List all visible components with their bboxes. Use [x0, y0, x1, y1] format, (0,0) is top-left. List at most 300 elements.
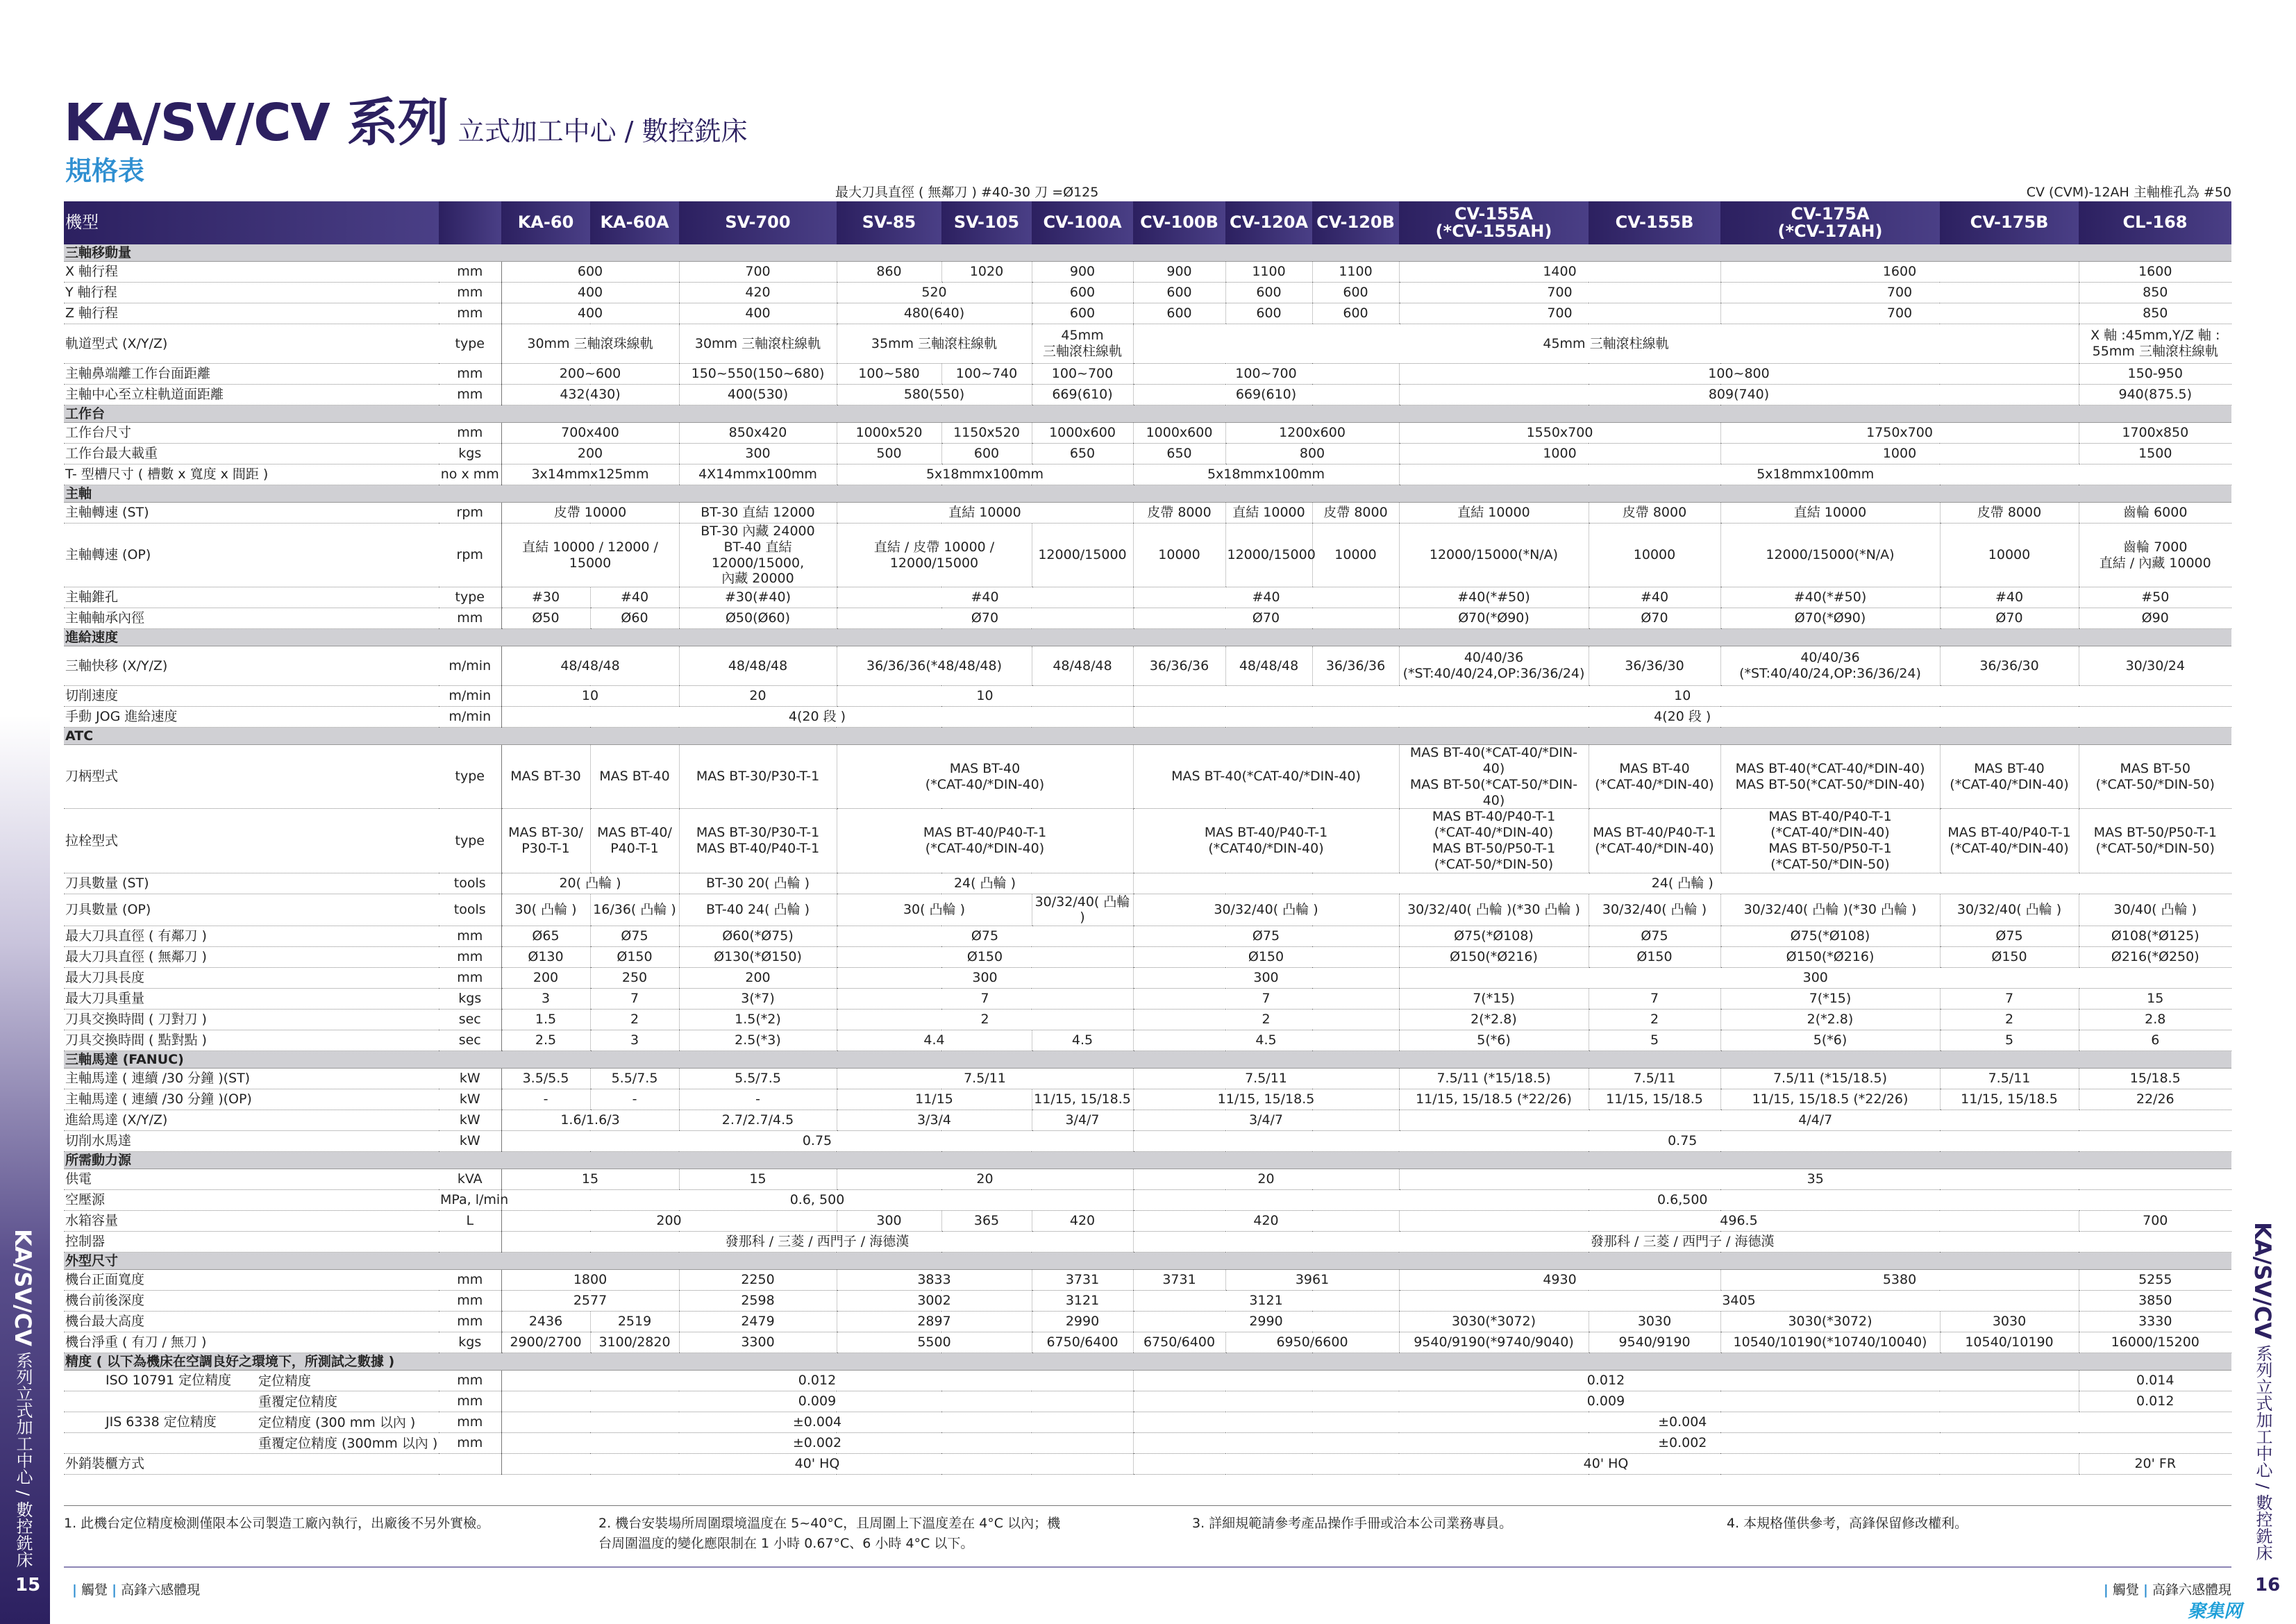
page-number-left: 15 [15, 1575, 41, 1596]
value-cell: 860 [837, 262, 941, 283]
value-cell: 7 [1589, 989, 1720, 1010]
row-label: 水箱容量 [64, 1211, 439, 1232]
unit-cell: mm [439, 968, 501, 989]
table-row [64, 968, 2231, 989]
value-cell: Ø75 [1133, 926, 1399, 947]
row-label: Y 軸行程 [64, 283, 439, 303]
value-cell: Ø150 [1589, 947, 1720, 968]
value-cell: 5.5/7.5 [679, 1069, 837, 1089]
value-cell: 5(*6) [1399, 1030, 1589, 1051]
value-cell: 7 [1940, 989, 2079, 1010]
table-row [64, 524, 2231, 587]
value-cell: 30/30/24 [2079, 646, 2231, 686]
unit-cell: m/min [439, 686, 501, 707]
value-cell: 3 [590, 1030, 679, 1051]
value-cell: 496.5 [1399, 1211, 2079, 1232]
value-cell: #50 [2079, 587, 2231, 608]
value-cell: 20 [679, 686, 837, 707]
unit-cell: mm [439, 423, 501, 444]
value-cell: 1000x520 [837, 423, 941, 444]
value-cell: 3030(*3072) [1720, 1312, 1940, 1332]
value-cell: 2 [590, 1010, 679, 1030]
footnote-3: 3. 詳細規範請參考產品操作手冊或洽本公司業務專員。 [1192, 1516, 1513, 1531]
value-cell: 650 [1032, 444, 1133, 464]
table-row [64, 364, 2231, 385]
value-cell: 1020 [941, 262, 1032, 283]
value-cell: 10000 [1133, 524, 1225, 587]
value-cell: Ø150 [590, 947, 679, 968]
value-cell: 400 [501, 303, 679, 324]
value-cell: 3/4/7 [1032, 1110, 1133, 1131]
unit-cell: mm [439, 1291, 501, 1312]
value-cell: 900 [1032, 262, 1133, 283]
value-cell: 7.5/11 [1940, 1069, 2079, 1089]
value-cell: 36/36/30 [1589, 646, 1720, 686]
value-cell: #40 [837, 587, 1133, 608]
value-cell: 7.5/11 [1589, 1069, 1720, 1089]
value-cell: 700 [679, 262, 837, 283]
sidebar-left [0, 715, 50, 1624]
value-cell: ±0.004 [501, 1412, 1133, 1433]
value-cell: 0.009 [501, 1391, 1133, 1412]
table-row [64, 1312, 2231, 1332]
row-label: 主軸轉速 (OP) [64, 524, 439, 587]
value-cell: 3405 [1399, 1291, 2079, 1312]
value-cell: 1750x700 [1720, 423, 2079, 444]
row-label: 刀具數量 (ST) [64, 873, 439, 894]
value-cell: 3330 [2079, 1312, 2231, 1332]
value-cell: 4/4/7 [1399, 1110, 2231, 1131]
value-cell: 600 [1133, 283, 1225, 303]
table-row [64, 1190, 2231, 1211]
value-cell: 30/32/40( 凸輪 ) [1032, 894, 1133, 926]
header-model: CV-100B [1133, 201, 1225, 244]
value-cell: 3100/2820 [590, 1332, 679, 1353]
table-row [64, 1371, 2231, 1391]
value-cell: 200 [501, 1211, 837, 1232]
value-cell: Ø150 [1133, 947, 1399, 968]
value-cell: #40(*#50) [1399, 587, 1589, 608]
header-model: SV-105 [941, 201, 1032, 244]
table-row [64, 1270, 2231, 1291]
value-cell: 3850 [2079, 1291, 2231, 1312]
value-cell: 直結 / 皮帶 10000 / 12000/15000 [837, 524, 1032, 587]
value-cell: Ø50 [501, 608, 590, 629]
value-cell: 1100 [1312, 262, 1399, 283]
value-cell: 300 [679, 444, 837, 464]
value-cell: 2 [1133, 1010, 1399, 1030]
value-cell: 1000 [1720, 444, 2079, 464]
value-cell: 10 [1133, 686, 2231, 707]
value-cell: MAS BT-40/P40-T-1 (*CAT-40/*DIN-40) MAS BT-50/P50-T-1 (*CAT-50/*DIN-50) [1720, 809, 1940, 873]
table-row [64, 1010, 2231, 1030]
value-cell: #40 [1133, 587, 1399, 608]
value-cell: 7(*15) [1399, 989, 1589, 1010]
unit-cell: mm [439, 1270, 501, 1291]
value-cell: 36/36/36(*48/48/48) [837, 646, 1032, 686]
value-cell: 直結 10000 [837, 503, 1133, 524]
value-cell: Ø75 [1940, 926, 2079, 947]
top-note-left: 最大刀具直徑 ( 無鄰刀 ) #40-30 刀 =Ø125 [835, 185, 1099, 200]
value-cell: 4.5 [1133, 1030, 1399, 1051]
value-cell: 5 [1940, 1030, 2079, 1051]
value-cell: 皮帶 8000 [1940, 503, 2079, 524]
value-cell: 48/48/48 [679, 646, 837, 686]
value-cell: 40' HQ [501, 1454, 1133, 1475]
value-cell: 700 [1720, 283, 2079, 303]
header-model-label: 機型 [64, 201, 439, 244]
section-row [64, 1051, 2231, 1069]
value-cell: MAS BT-30/ P30-T-1 [501, 809, 590, 873]
footnote-1: 1. 此機台定位精度檢測僅限本公司製造工廠內執行，出廠後不另外實檢。 [64, 1516, 490, 1531]
value-cell: 11/15, 15/18.5 [1032, 1089, 1133, 1110]
value-cell: MAS BT-40 (*CAT-40/*DIN-40) [1940, 745, 2079, 809]
unit-cell [439, 1454, 501, 1475]
value-cell: 40/40/36 (*ST:40/40/24,OP:36/36/24) [1720, 646, 1940, 686]
value-cell: 36/36/36 [1133, 646, 1225, 686]
table-row [64, 303, 2231, 324]
value-cell: #30 [501, 587, 590, 608]
section-row [64, 728, 2231, 745]
unit-cell: kgs [439, 989, 501, 1010]
header-model: CL-168 [2079, 201, 2231, 244]
value-cell: 2897 [837, 1312, 1032, 1332]
row-label: 機台最大高度 [64, 1312, 439, 1332]
table-header [64, 201, 2231, 244]
value-cell: 2 [1589, 1010, 1720, 1030]
unit-cell: mm [439, 947, 501, 968]
unit-cell: L [439, 1211, 501, 1232]
value-cell: 3731 [1133, 1270, 1225, 1291]
page-number-right: 16 [2255, 1575, 2281, 1596]
value-cell: 2436 [501, 1312, 590, 1332]
row-label: 拉栓型式 [64, 809, 439, 873]
unit-cell: kVA [439, 1169, 501, 1190]
row-label: 主軸鼻端離工作台面距離 [64, 364, 439, 385]
value-cell: 3731 [1032, 1270, 1133, 1291]
value-cell: 3030(*3072) [1399, 1312, 1589, 1332]
value-cell: 3 [501, 989, 590, 1010]
row-label: 最大刀具長度 [64, 968, 439, 989]
series-subtitle: 立式加工中心 / 數控銑床 [458, 116, 748, 147]
table-row [64, 587, 2231, 608]
value-cell: 100~580 [837, 364, 941, 385]
precision-standard [64, 1391, 439, 1412]
row-label: 控制器 [64, 1232, 439, 1253]
section-row [64, 1353, 2231, 1371]
value-cell: 200~600 [501, 364, 679, 385]
unit-cell: mm [439, 1433, 501, 1454]
table-row [64, 809, 2231, 873]
value-cell: 850 [2079, 283, 2231, 303]
unit-cell: rpm [439, 503, 501, 524]
header-model: SV-700 [679, 201, 837, 244]
value-cell: 700 [1720, 303, 2079, 324]
row-label: 供電 [64, 1169, 439, 1190]
value-cell: 5 [1589, 1030, 1720, 1051]
row-label: 進給馬達 (X/Y/Z) [64, 1110, 439, 1131]
table-row [64, 989, 2231, 1010]
value-cell: 600 [501, 262, 679, 283]
row-label: 最大刀具直徑 ( 有鄰刀 ) [64, 926, 439, 947]
table-row [64, 926, 2231, 947]
value-cell: MAS BT-30 [501, 745, 590, 809]
value-cell: Ø70(*Ø90) [1720, 608, 1940, 629]
value-cell: 3833 [837, 1270, 1032, 1291]
value-cell: 2900/2700 [501, 1332, 590, 1353]
value-cell: 5(*6) [1720, 1030, 1940, 1051]
sidebar-left-text: KA/SV/CV 系列立式加工中心 / 數控銑床 [10, 1229, 36, 1568]
value-cell: 150-950 [2079, 364, 2231, 385]
value-cell: 1000x600 [1133, 423, 1225, 444]
value-cell: 6950/6600 [1225, 1332, 1399, 1353]
value-cell: 15/18.5 [2079, 1069, 2231, 1089]
table-row [64, 1030, 2231, 1051]
value-cell: 3/3/4 [837, 1110, 1032, 1131]
value-cell: 100~700 [1032, 364, 1133, 385]
value-cell: 20 [837, 1169, 1133, 1190]
precision-standard [64, 1433, 439, 1454]
value-cell: MAS BT-40(*CAT-40/*DIN-40) [1133, 745, 1399, 809]
value-cell: 600 [1032, 283, 1133, 303]
value-cell: 850x420 [679, 423, 837, 444]
value-cell: 600 [1312, 303, 1399, 324]
row-label: 刀具交換時間 ( 刀對刀 ) [64, 1010, 439, 1030]
value-cell: 22/26 [2079, 1089, 2231, 1110]
value-cell: 850 [2079, 303, 2231, 324]
value-cell: 100~800 [1399, 364, 2079, 385]
unit-cell: kW [439, 1110, 501, 1131]
unit-cell: kgs [439, 444, 501, 464]
value-cell: 700 [2079, 1211, 2231, 1232]
value-cell: 6 [2079, 1030, 2231, 1051]
value-cell: Ø130 [501, 947, 590, 968]
table-row [64, 1089, 2231, 1110]
value-cell: - [590, 1089, 679, 1110]
value-cell: 2598 [679, 1291, 837, 1312]
value-cell: 800 [1225, 444, 1399, 464]
value-cell: 420 [1032, 1211, 1133, 1232]
value-cell: #40(*#50) [1720, 587, 1940, 608]
table-row [64, 1069, 2231, 1089]
value-cell: Ø60 [590, 608, 679, 629]
value-cell: 600 [1225, 283, 1312, 303]
value-cell: 400 [679, 303, 837, 324]
value-cell: 12000/15000 [1032, 524, 1133, 587]
value-cell: MAS BT-50/P50-T-1 (*CAT-50/*DIN-50) [2079, 809, 2231, 873]
precision-standard-label: ISO 10791 定位精度 [106, 1373, 232, 1389]
value-cell: 7.5/11 (*15/18.5) [1399, 1069, 1589, 1089]
unit-cell: mm [439, 385, 501, 405]
value-cell: 300 [837, 1211, 941, 1232]
row-label: 刀柄型式 [64, 745, 439, 809]
value-cell: 直結 10000 / 12000 / 15000 [501, 524, 679, 587]
value-cell: 12000/15000(*N/A) [1399, 524, 1589, 587]
unit-cell: kW [439, 1069, 501, 1089]
spec-table [64, 201, 2231, 1475]
header-model: CV-175A (*CV-17AH) [1720, 201, 1940, 244]
value-cell: 1600 [2079, 262, 2231, 283]
value-cell: 1000 [1399, 444, 1720, 464]
unit-cell: type [439, 587, 501, 608]
value-cell: 5x18mmx100mm [837, 464, 1133, 485]
value-cell: Ø75(*Ø108) [1720, 926, 1940, 947]
unit-cell: mm [439, 1412, 501, 1433]
value-cell: 0.75 [501, 1131, 1133, 1152]
value-cell: MAS BT-40(*CAT-40/*DIN-40) MAS BT-50(*CAT-50/*DIN-40) [1720, 745, 1940, 809]
section-label: 主軸 [64, 485, 2231, 503]
precision-item: 重覆定位精度 [258, 1394, 338, 1410]
value-cell: 1.5 [501, 1010, 590, 1030]
value-cell: X 軸 :45mm,Y/Z 軸 : 55mm 三軸滾柱線軌 [2079, 324, 2231, 364]
unit-cell: kW [439, 1131, 501, 1152]
value-cell: 0.012 [501, 1371, 1133, 1391]
value-cell: 5380 [1720, 1270, 2079, 1291]
table-row [64, 385, 2231, 405]
value-cell: 3121 [1133, 1291, 1399, 1312]
value-cell: 48/48/48 [1032, 646, 1133, 686]
sidebar-right-text: KA/SV/CV 系列立式加工中心 / 數控銑床 [2249, 1222, 2276, 1561]
value-cell: 2 [1940, 1010, 2079, 1030]
table-row [64, 1232, 2231, 1253]
row-label: 軌道型式 (X/Y/Z) [64, 324, 439, 364]
value-cell: 480(640) [837, 303, 1032, 324]
value-cell: 9540/9190(*9740/9040) [1399, 1332, 1589, 1353]
value-cell: 7(*15) [1720, 989, 1940, 1010]
row-label: 機台正面寬度 [64, 1270, 439, 1291]
value-cell: 15 [501, 1169, 679, 1190]
value-cell: ±0.002 [1133, 1433, 2231, 1454]
precision-item: 重覆定位精度 (300mm 以內 ) [258, 1436, 438, 1452]
series-title: KA/SV/CV 系列 [64, 93, 449, 153]
unit-cell: mm [439, 283, 501, 303]
value-cell: 809(740) [1399, 385, 2079, 405]
value-cell: 12000/15000(*N/A) [1720, 524, 1940, 587]
value-cell: Ø75 [590, 926, 679, 947]
value-cell: 0.012 [1133, 1371, 2079, 1391]
section-label: 進給速度 [64, 629, 2231, 646]
value-cell: 4X14mmx100mm [679, 464, 837, 485]
value-cell: 7 [1133, 989, 1399, 1010]
value-cell: Ø150(*Ø216) [1720, 947, 1940, 968]
table-row [64, 873, 2231, 894]
section-row [64, 244, 2231, 262]
value-cell: Ø130(*Ø150) [679, 947, 837, 968]
value-cell: Ø108(*Ø125) [2079, 926, 2231, 947]
unit-cell: kW [439, 1089, 501, 1110]
unit-cell: tools [439, 894, 501, 926]
precision-item: 定位精度 [258, 1373, 312, 1389]
value-cell: 3030 [1940, 1312, 2079, 1332]
value-cell: 15 [679, 1169, 837, 1190]
value-cell: 2(*2.8) [1720, 1010, 1940, 1030]
value-cell: 4930 [1399, 1270, 1720, 1291]
value-cell: 2990 [1133, 1312, 1399, 1332]
value-cell: - [501, 1089, 590, 1110]
precision-item: 定位精度 (300 mm 以內 ) [258, 1415, 416, 1431]
value-cell: Ø70 [1940, 608, 2079, 629]
value-cell: 5x18mmx100mm [1133, 464, 1399, 485]
value-cell: 4.5 [1032, 1030, 1133, 1051]
row-label: 空壓源 [64, 1190, 439, 1211]
value-cell: Ø70 [1589, 608, 1720, 629]
value-cell: 11/15, 15/18.5 (*22/26) [1399, 1089, 1589, 1110]
value-cell: 16/36( 凸輪 ) [590, 894, 679, 926]
value-cell: 4(20 段 ) [501, 707, 1133, 728]
value-cell: 皮帶 8000 [1312, 503, 1399, 524]
row-label: 最大刀具直徑 ( 無鄰刀 ) [64, 947, 439, 968]
precision-standard-label: JIS 6338 定位精度 [106, 1414, 217, 1430]
value-cell: 7.5/11 (*15/18.5) [1720, 1069, 1940, 1089]
value-cell: 600 [1312, 283, 1399, 303]
value-cell: Ø216(*Ø250) [2079, 947, 2231, 968]
unit-cell [439, 1232, 501, 1253]
value-cell: 1.5(*2) [679, 1010, 837, 1030]
value-cell: 2479 [679, 1312, 837, 1332]
section-label: 所需動力源 [64, 1152, 2231, 1169]
table-row [64, 686, 2231, 707]
value-cell: 10540/10190 [1940, 1332, 2079, 1353]
value-cell: 11/15 [837, 1089, 1032, 1110]
value-cell: 700 [1399, 303, 1720, 324]
value-cell: 3002 [837, 1291, 1032, 1312]
table-row [64, 464, 2231, 485]
value-cell: 3.5/5.5 [501, 1069, 590, 1089]
header-model [439, 201, 501, 244]
value-cell: 30mm 三軸滾柱線軌 [679, 324, 837, 364]
section-label: ATC [64, 728, 2231, 745]
section-row [64, 485, 2231, 503]
value-cell: ±0.002 [501, 1433, 1133, 1454]
row-label: 主軸馬達 ( 連續 /30 分鐘 )(ST) [64, 1069, 439, 1089]
value-cell: 30/32/40( 凸輪 ) [1133, 894, 1399, 926]
value-cell: 0.6, 500 [501, 1190, 1133, 1211]
value-cell: 100~700 [1133, 364, 1399, 385]
unit-cell: sec [439, 1030, 501, 1051]
value-cell: 20 [1133, 1169, 1399, 1190]
row-label: 工作台尺寸 [64, 423, 439, 444]
footnote-2: 2. 機台安裝場所周圍環境溫度在 5~40°C，且周圍上下溫度差在 4°C 以內；機 台周圍溫度的變化應限制在 1 小時 0.67°C、6 小時 4°C 以下。 [598, 1516, 1061, 1551]
value-cell: 100~740 [941, 364, 1032, 385]
value-cell: BT-30 20( 凸輪 ) [679, 873, 837, 894]
value-cell: #30(#40) [679, 587, 837, 608]
value-cell: 齒輪 7000 直結 / 內藏 10000 [2079, 524, 2231, 587]
value-cell: 10 [837, 686, 1133, 707]
table-row [64, 503, 2231, 524]
table-row [64, 707, 2231, 728]
value-cell: 發那科 / 三菱 / 西門子 / 海德漢 [501, 1232, 1133, 1253]
value-cell: - [679, 1089, 837, 1110]
value-cell: 4.4 [837, 1030, 1032, 1051]
table-row [64, 1211, 2231, 1232]
value-cell: 400 [501, 283, 679, 303]
unit-cell: mm [439, 303, 501, 324]
value-cell: 1.6/1.6/3 [501, 1110, 679, 1131]
section-row [64, 1253, 2231, 1270]
top-note-right: CV (CVM)-12AH 主軸椎孔為 #50 [2026, 185, 2231, 200]
header-model: CV-155A (*CV-155AH) [1399, 201, 1589, 244]
value-cell: Ø50(Ø60) [679, 608, 837, 629]
unit-cell: mm [439, 262, 501, 283]
value-cell: 7.5/11 [837, 1069, 1133, 1089]
value-cell: 3x14mmx125mm [501, 464, 679, 485]
header-model: KA-60A [590, 201, 679, 244]
value-cell: 30/32/40( 凸輪 )(*30 凸輪 ) [1399, 894, 1589, 926]
value-cell: 250 [590, 968, 679, 989]
unit-cell: mm [439, 1371, 501, 1391]
row-label: 刀具數量 (OP) [64, 894, 439, 926]
value-cell: 669(610) [1032, 385, 1133, 405]
